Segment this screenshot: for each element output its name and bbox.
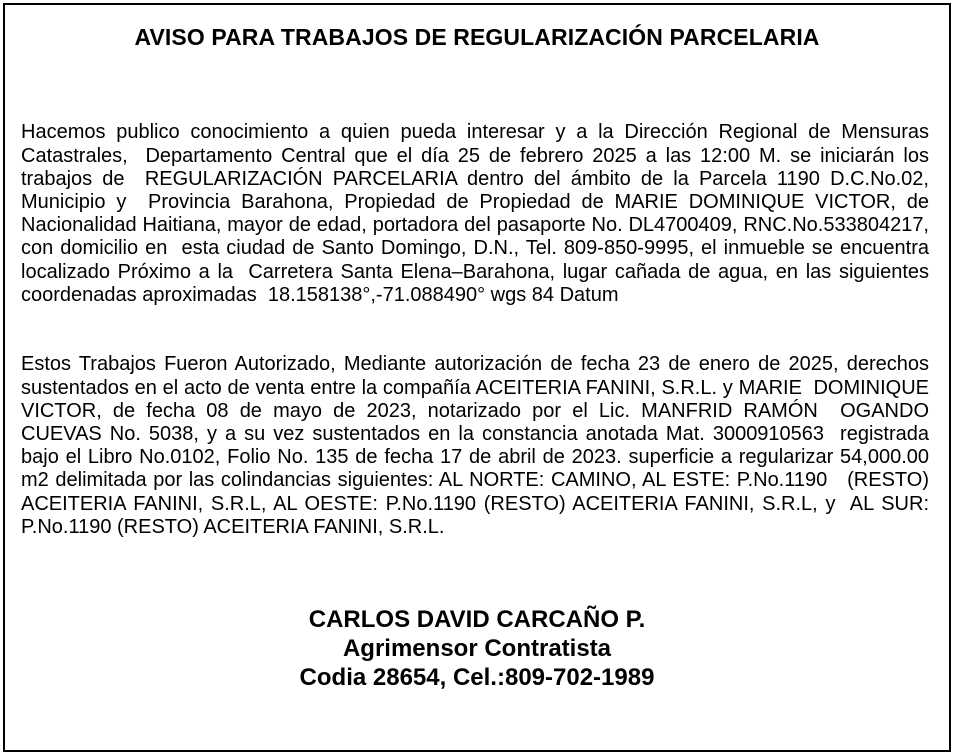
notice-border-frame [3,3,951,752]
notice-title: AVISO PARA TRABAJOS DE REGULARIZACIÓN PARCELARIA [134,24,820,50]
signature-contact: Codia 28654, Cel.:809-702-1989 [299,664,655,691]
notice-paragraph-2: Estos Trabajos Fueron Autorizado, Mediante autorización de fecha 23 de enero de 2025, derechos sustentados en el acto de venta entre la compañía ACEITERIA FANINI, S.R.L. y MARIE DOMINIQUE VICTOR, de fecha 08 de mayo de 2023, notarizado por el Lic. MANFRID RAMÓN OGANDO CUEVAS No. 5038, y a su vez sustentados en la constancia anotada Mat. 3000910563 registrada bajo el Libro No.0102, Folio No. 135 de fecha 17 de abril de 2023. superficie a regularizar 54,000.00 m2 delimitada por las colindancias siguientes: AL NORTE: CAMINO, AL ESTE: P.No.1190 (RESTO) ACEITERIA FANINI, S.R.L, AL OESTE: P.No.1190 (RESTO) ACEITERIA FANINI, S.R.L, y AL SUR: P.No.1190 (RESTO) ACEITERIA FANINI, S.R.L. [21,353,941,538]
signature-role: Agrimensor Contratista [342,635,612,662]
notice-paragraph-1: Hacemos publico conocimiento a quien pueda interesar y a la Dirección Regional de Mensuras Catastrales, Departamento Central que el día 25 de febrero 2025 a las 12:00 M. se iniciarán los trabajos de REGULARIZACIÓN PARCELARIA dentro del ámbito de la Parcela 1190 D.C.No.02, Municipio y Provincia Barahona, Propiedad de Propiedad de MARIE DOMINIQUE VICTOR, de Nacionalidad Haitiana, mayor de edad, portadora del pasaporte No. DL4700409, RNC.No.533804217, con domicilio en esta ciudad de Santo Domingo, D.N., Tel. 809-850-9995, el inmueble se encuentra localizado Próximo a la Carretera Santa Elena–Barahona, lugar cañada de agua, en las siguientes coordenadas aproximadas 18.158138°,-71.088490° wgs 84 Datum [21,121,935,306]
notice-body [21,75,941,585]
signature-block [5,605,949,692]
signature-name: CARLOS DAVID CARCAÑO P. [308,606,646,633]
